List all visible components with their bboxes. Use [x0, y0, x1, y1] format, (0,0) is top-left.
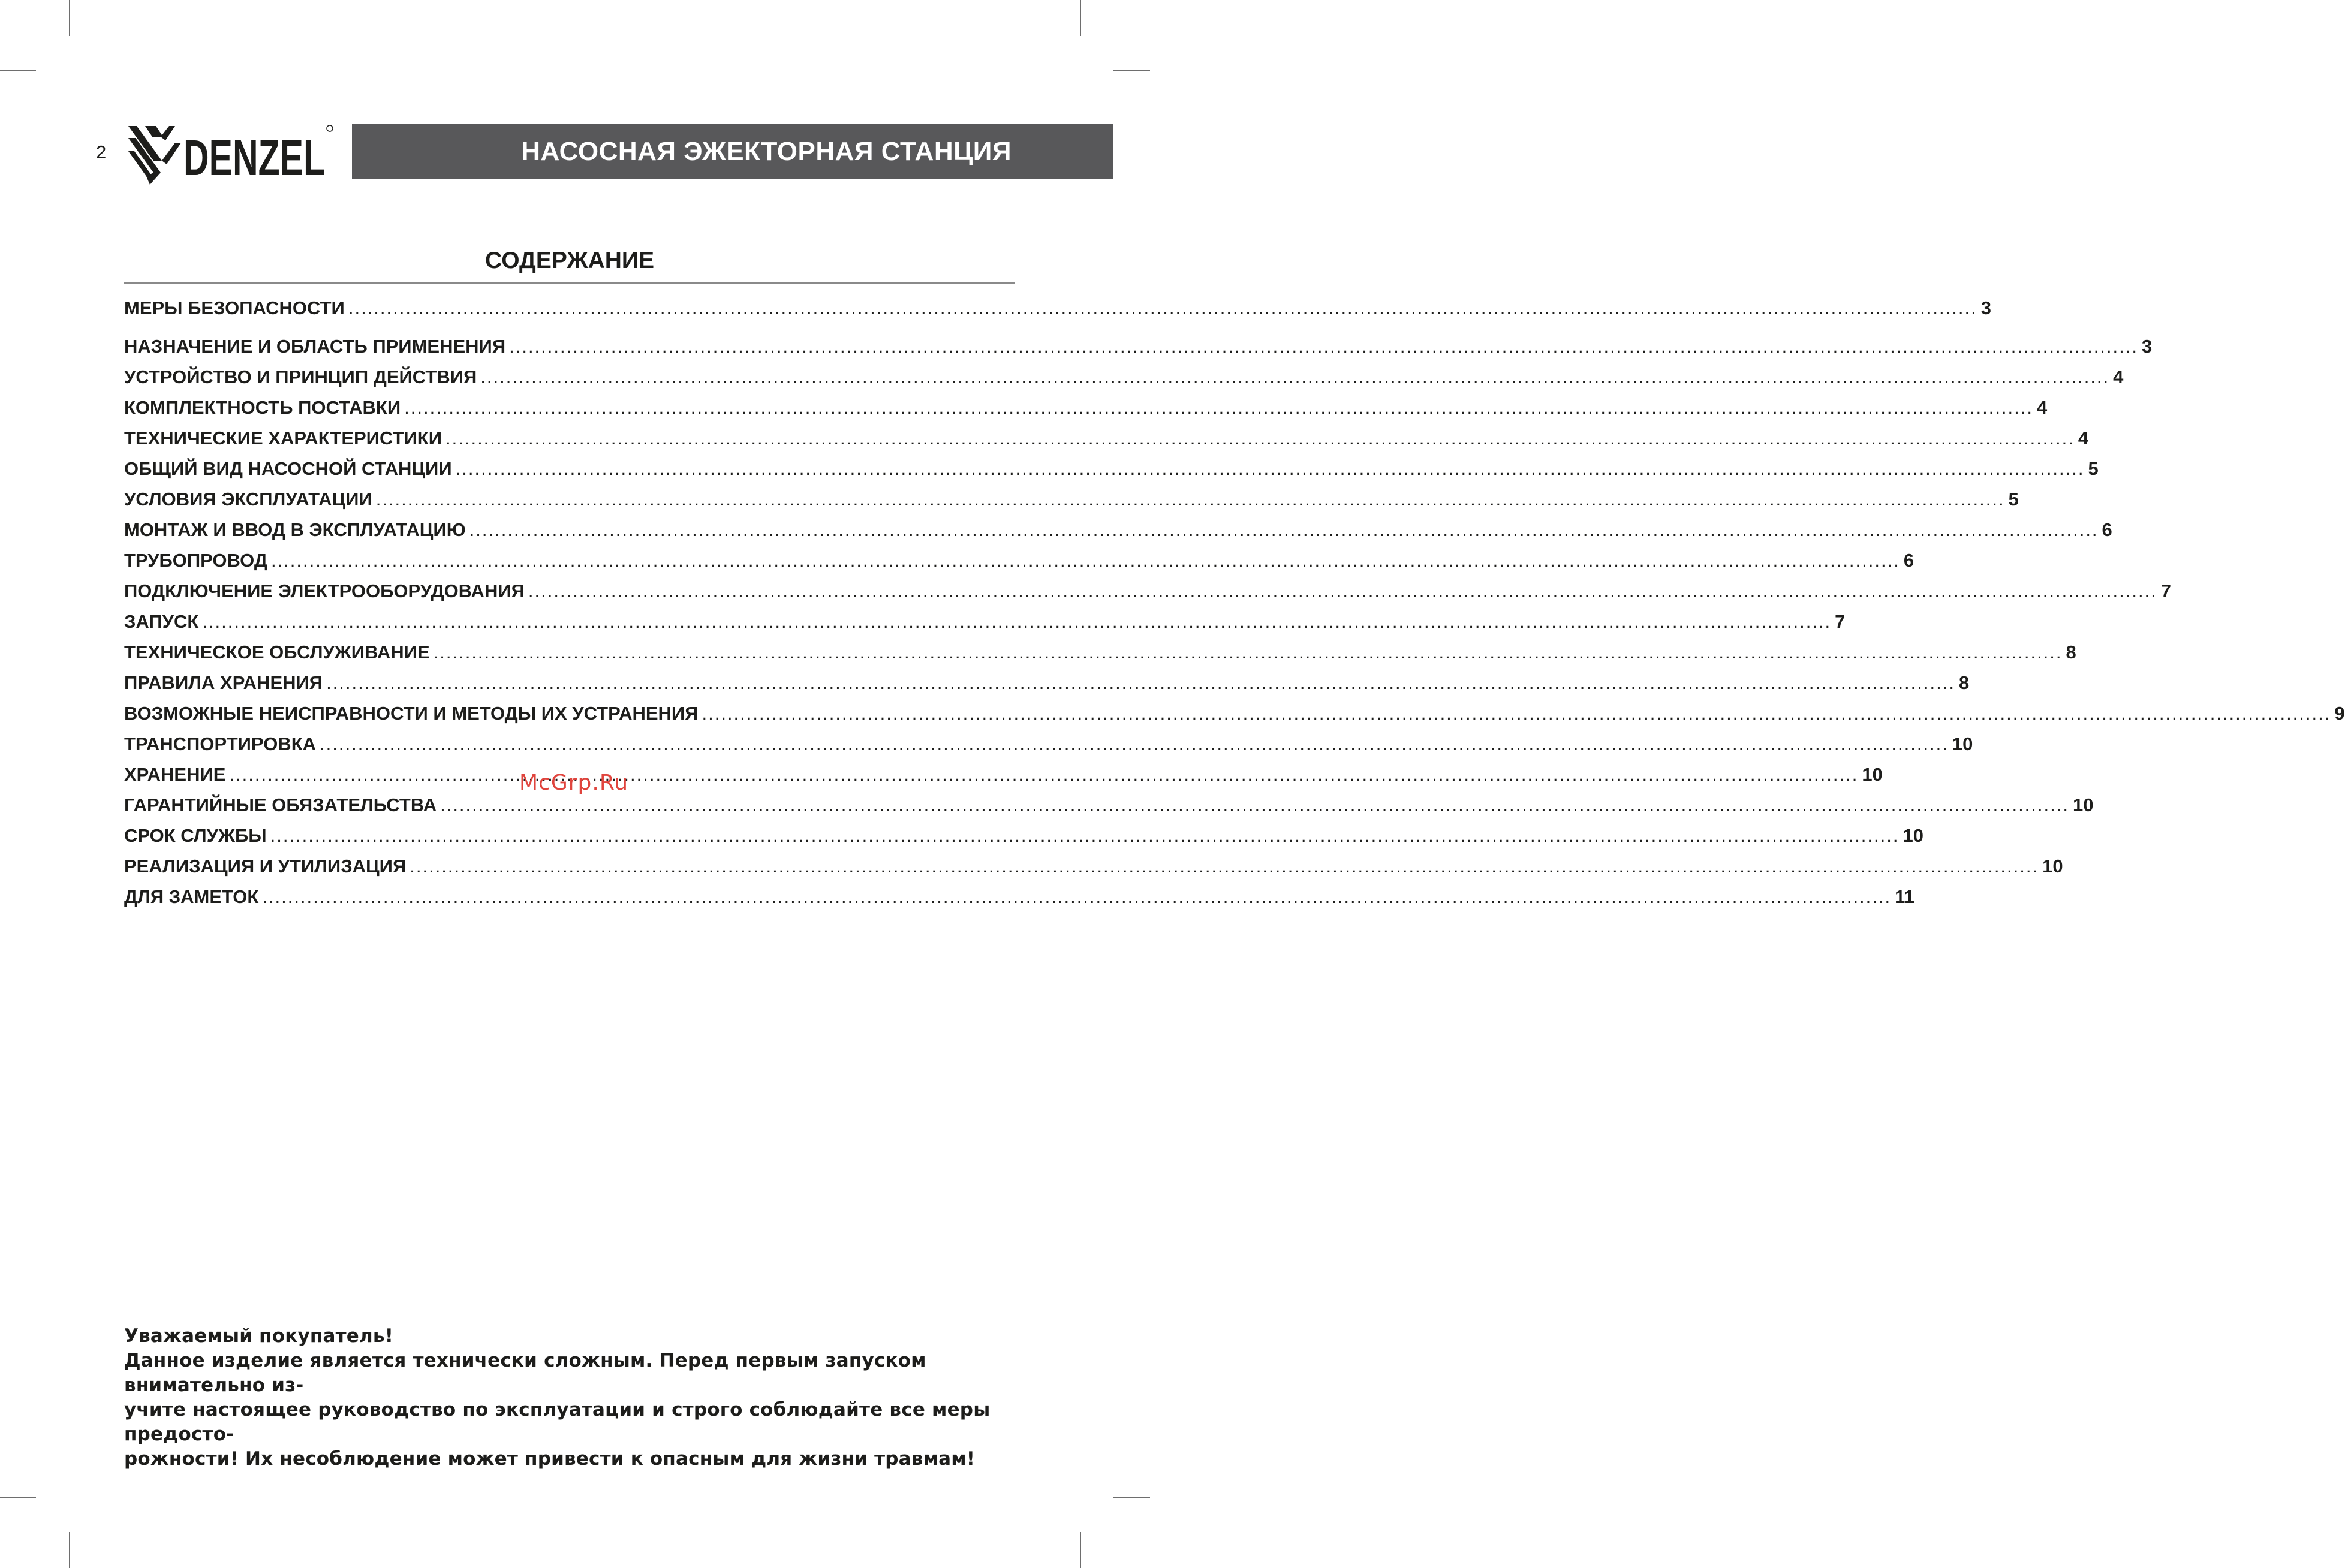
toc-entry[interactable] — [124, 698, 2345, 729]
toc-dot-leader — [434, 637, 2063, 667]
toc-entry-title: ТЕХНИЧЕСКИЕ ХАРАКТЕРИСТИКИ — [124, 428, 442, 449]
notice-line: рожности! Их несоблюдение может привести к опасным для жизни травмам! — [124, 1448, 976, 1470]
toc-entry-page: 6 — [1903, 550, 1914, 571]
toc-entry[interactable] — [124, 392, 2048, 423]
toc-entry-page: 4 — [2037, 397, 2048, 418]
toc-list — [124, 293, 2345, 912]
toc-entry-title: ВОЗМОЖНЫЕ НЕИСПРАВНОСТИ И МЕТОДЫ ИХ УСТРАНЕНИЯ — [124, 703, 699, 724]
toc-dot-leader — [348, 293, 1977, 323]
toc-entry-page: 10 — [1952, 733, 1973, 754]
toc-dot-leader — [376, 484, 2005, 514]
crop-mark — [1080, 1532, 1081, 1568]
toc-entry-page: 10 — [2072, 794, 2094, 815]
toc-entry-page: 7 — [2160, 580, 2172, 601]
denzel-logo — [126, 122, 335, 185]
toc-entry[interactable] — [124, 514, 2112, 545]
notice-line: учите настоящее руководство по эксплуатации и строго соблюдайте все меры предосто- — [124, 1399, 991, 1445]
toc-entry-title: УСТРОЙСТВО И ПРИНЦИП ДЕЙСТВИЯ — [124, 366, 477, 387]
toc-entry[interactable] — [124, 423, 2089, 453]
toc-divider — [124, 282, 1015, 284]
toc-dot-leader — [702, 698, 2331, 729]
toc-dot-leader — [229, 759, 1858, 790]
title-bar — [352, 124, 1113, 179]
toc-dot-leader — [404, 392, 2033, 423]
toc-entry[interactable] — [124, 362, 2124, 392]
toc-dot-leader — [509, 331, 2138, 362]
toc-entry-page: 10 — [1903, 825, 1923, 846]
toc-entry[interactable] — [124, 820, 1923, 851]
toc-dot-leader — [320, 729, 1949, 759]
toc-heading: СОДЕРЖАНИЕ — [485, 248, 654, 273]
customer-notice — [124, 1324, 1012, 1471]
crop-mark — [1113, 70, 1150, 71]
toc-entry-page: 8 — [1958, 672, 1970, 693]
toc-entry[interactable] — [124, 576, 2172, 606]
toc-entry-title: ТРАНСПОРТИРОВКА — [124, 733, 317, 754]
toc-entry-title: ПРАВИЛА ХРАНЕНИЯ — [124, 672, 323, 693]
toc-dot-leader — [202, 606, 1831, 637]
toc-dot-leader — [440, 790, 2069, 820]
toc-dot-leader — [528, 576, 2157, 606]
toc-entry-page: 5 — [2008, 489, 2019, 510]
toc-entry[interactable] — [124, 881, 1914, 912]
toc-dot-leader — [326, 667, 1955, 698]
watermark: McGrp.Ru — [519, 771, 629, 795]
toc-dot-leader — [270, 820, 1900, 851]
toc-entry[interactable] — [124, 637, 2076, 667]
toc-entry[interactable] — [124, 545, 1914, 576]
toc-entry-title: НАЗНАЧЕНИЕ И ОБЛАСТЬ ПРИМЕНЕНИЯ — [124, 336, 506, 357]
toc-dot-leader — [480, 362, 2109, 392]
document-title: НАСОСНАЯ ЭЖЕКТОРНАЯ СТАНЦИЯ — [521, 136, 1012, 166]
notice-greeting: Уважаемый покупатель! — [124, 1325, 394, 1347]
toc-entry-title: ГАРАНТИЙНЫЕ ОБЯЗАТЕЛЬСТВА — [124, 794, 437, 815]
toc-entry-page: 10 — [2042, 856, 2063, 877]
toc-entry[interactable] — [124, 484, 2019, 514]
crop-mark — [69, 1532, 70, 1568]
toc-entry-page: 10 — [1862, 764, 1883, 785]
toc-dot-leader — [262, 881, 1891, 912]
toc-entry-page: 3 — [2141, 336, 2153, 357]
toc-dot-leader — [410, 851, 2039, 881]
toc-dot-leader — [456, 453, 2085, 484]
toc-entry-page: 4 — [2113, 366, 2124, 387]
toc-entry-title: МЕРЫ БЕЗОПАСНОСТИ — [124, 297, 345, 318]
crop-mark — [0, 1497, 36, 1498]
toc-entry-page: 4 — [2078, 428, 2089, 449]
toc-entry-title: ОБЩИЙ ВИД НАСОСНОЙ СТАНЦИИ — [124, 458, 452, 479]
toc-entry[interactable] — [124, 667, 1970, 698]
toc-entry-page: 9 — [2334, 703, 2345, 724]
crop-mark — [1113, 1497, 1150, 1498]
toc-dot-leader — [271, 545, 1900, 576]
toc-dot-leader — [445, 423, 2075, 453]
page-number: 2 — [96, 142, 107, 162]
toc-entry[interactable] — [124, 851, 2063, 881]
toc-entry-title: ПОДКЛЮЧЕНИЕ ЭЛЕКТРООБОРУДОВАНИЯ — [124, 580, 525, 601]
toc-entry-title: ТРУБОПРОВОД — [124, 550, 267, 571]
toc-entry-page: 6 — [2102, 519, 2112, 540]
toc-entry[interactable] — [124, 729, 1973, 759]
toc-entry-page: 11 — [1895, 886, 1914, 907]
toc-entry[interactable] — [124, 453, 2099, 484]
notice-line: Данное изделие является технически сложным. Перед первым запуском внимательно из- — [124, 1350, 926, 1396]
toc-entry-title: СРОК СЛУЖБЫ — [124, 825, 267, 846]
toc-entry-page: 3 — [1980, 297, 1991, 318]
toc-entry-title: УСЛОВИЯ ЭКСПЛУАТАЦИИ — [124, 489, 372, 510]
toc-entry-title: РЕАЛИЗАЦИЯ И УТИЛИЗАЦИЯ — [124, 856, 407, 877]
toc-entry[interactable] — [124, 606, 1846, 637]
toc-entry-page: 7 — [1835, 611, 1846, 632]
svg-text:DENZEL: DENZEL — [183, 130, 325, 186]
toc-entry-page: 8 — [2066, 642, 2076, 663]
toc-entry-title: ДЛЯ ЗАМЕТОК — [124, 886, 259, 907]
toc-dot-leader — [469, 514, 2099, 545]
toc-entry[interactable] — [124, 331, 2153, 362]
crop-mark — [0, 70, 36, 71]
toc-entry[interactable] — [124, 293, 1991, 323]
toc-entry-title: КОМПЛЕКТНОСТЬ ПОСТАВКИ — [124, 397, 401, 418]
toc-entry-page: 5 — [2088, 458, 2099, 479]
toc-entry-title: ТЕХНИЧЕСКОЕ ОБСЛУЖИВАНИЕ — [124, 642, 430, 663]
toc-entry-title: ЗАПУСК — [124, 611, 199, 632]
crop-mark — [69, 0, 70, 36]
toc-entry-title: МОНТАЖ И ВВОД В ЭКСПЛУАТАЦИЮ — [124, 519, 466, 540]
crop-mark — [1080, 0, 1081, 36]
toc-entry-title: ХРАНЕНИЕ — [124, 764, 226, 785]
